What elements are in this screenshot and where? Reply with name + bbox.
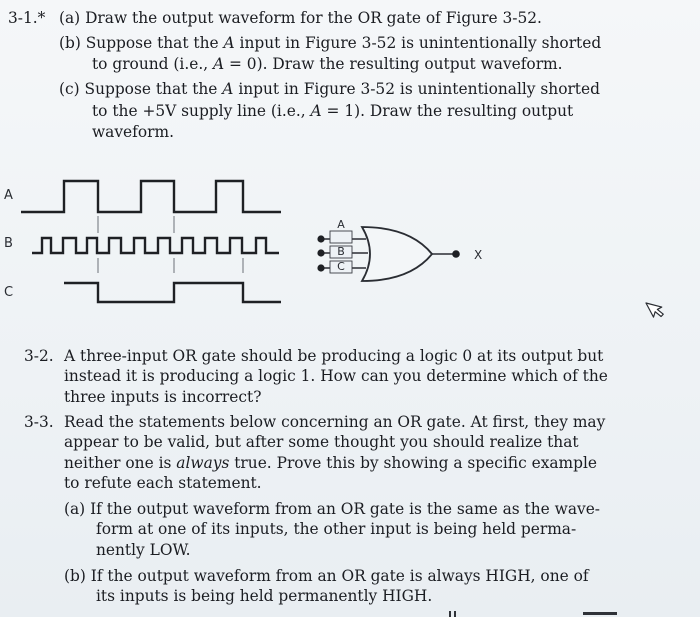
gate-input-label-a: A xyxy=(337,218,345,231)
problem-3-3-line4: to refute each statement. xyxy=(64,474,262,492)
problem-3-2-line2: instead it is producing a logic 1. How can you determine which of the xyxy=(64,367,608,385)
wave-label-a: A xyxy=(4,188,13,203)
problem-3-1b-line2: to ground (i.e., A = 0). Draw the resulting output waveform. xyxy=(92,55,563,73)
waveform-c xyxy=(64,283,281,302)
problem-3-3-number: 3-3. xyxy=(24,413,54,431)
gate-input-label-c: C xyxy=(337,260,345,273)
gate-input-label-b: B xyxy=(337,245,345,258)
problem-3-3b-line1: (b) If the output waveform from an OR gate is always HIGH, one of xyxy=(64,567,589,585)
cropped-bottom-text xyxy=(449,611,617,617)
problem-3-3-line1: Read the statements below concerning an OR gate. At first, they may xyxy=(64,413,606,431)
wave-label-c: C xyxy=(4,285,14,300)
mouse-cursor-icon xyxy=(646,297,666,319)
problem-3-3a-line2: form at one of its inputs, the other input is being held perma- xyxy=(96,520,577,538)
problem-3-3a-line3: nently LOW. xyxy=(96,541,191,559)
output-x-dot xyxy=(452,250,460,258)
problem-3-1-number: 3-1.* xyxy=(8,9,46,27)
problem-3-3-line3: neither one is always true. Prove this by showing a specific example xyxy=(64,454,598,472)
problem-3-2-line3: three inputs is incorrect? xyxy=(64,388,262,406)
problem-3-2-number: 3-2. xyxy=(24,347,54,365)
problem-3-3a-line1: (a) If the output waveform from an OR gate is the same as the wave- xyxy=(64,500,600,518)
or-gate-symbol xyxy=(317,218,482,281)
wave-label-b: B xyxy=(4,236,13,251)
waveform-b xyxy=(32,238,279,253)
problem-3-1c-line1: (c) Suppose that the A input in Figure 3-52 is unintentionally shorted xyxy=(59,80,600,98)
problem-3-2-line1: A three-input OR gate should be producing a logic 0 at its output but xyxy=(64,347,604,365)
problem-3-3b-line2: its inputs is being held permanently HIGH. xyxy=(96,587,433,605)
problem-3-1c-line2: to the +5V supply line (i.e., A = 1). Draw the resulting output xyxy=(92,102,574,120)
problem-3-1b-line1: (b) Suppose that the A input in Figure 3-52 is unintentionally shorted xyxy=(59,34,602,52)
input-a-dot xyxy=(317,235,324,242)
problem-3-1c-line3: waveform. xyxy=(92,123,174,141)
gate-output-label: X xyxy=(474,248,483,262)
input-b-dot xyxy=(317,249,324,256)
problem-3-1a: (a) Draw the output waveform for the OR gate of Figure 3-52. xyxy=(59,9,542,27)
problem-3-3-line2: appear to be valid, but after some thought you should realize that xyxy=(64,433,579,451)
waveform-a xyxy=(21,181,281,212)
input-c-dot xyxy=(317,264,324,271)
